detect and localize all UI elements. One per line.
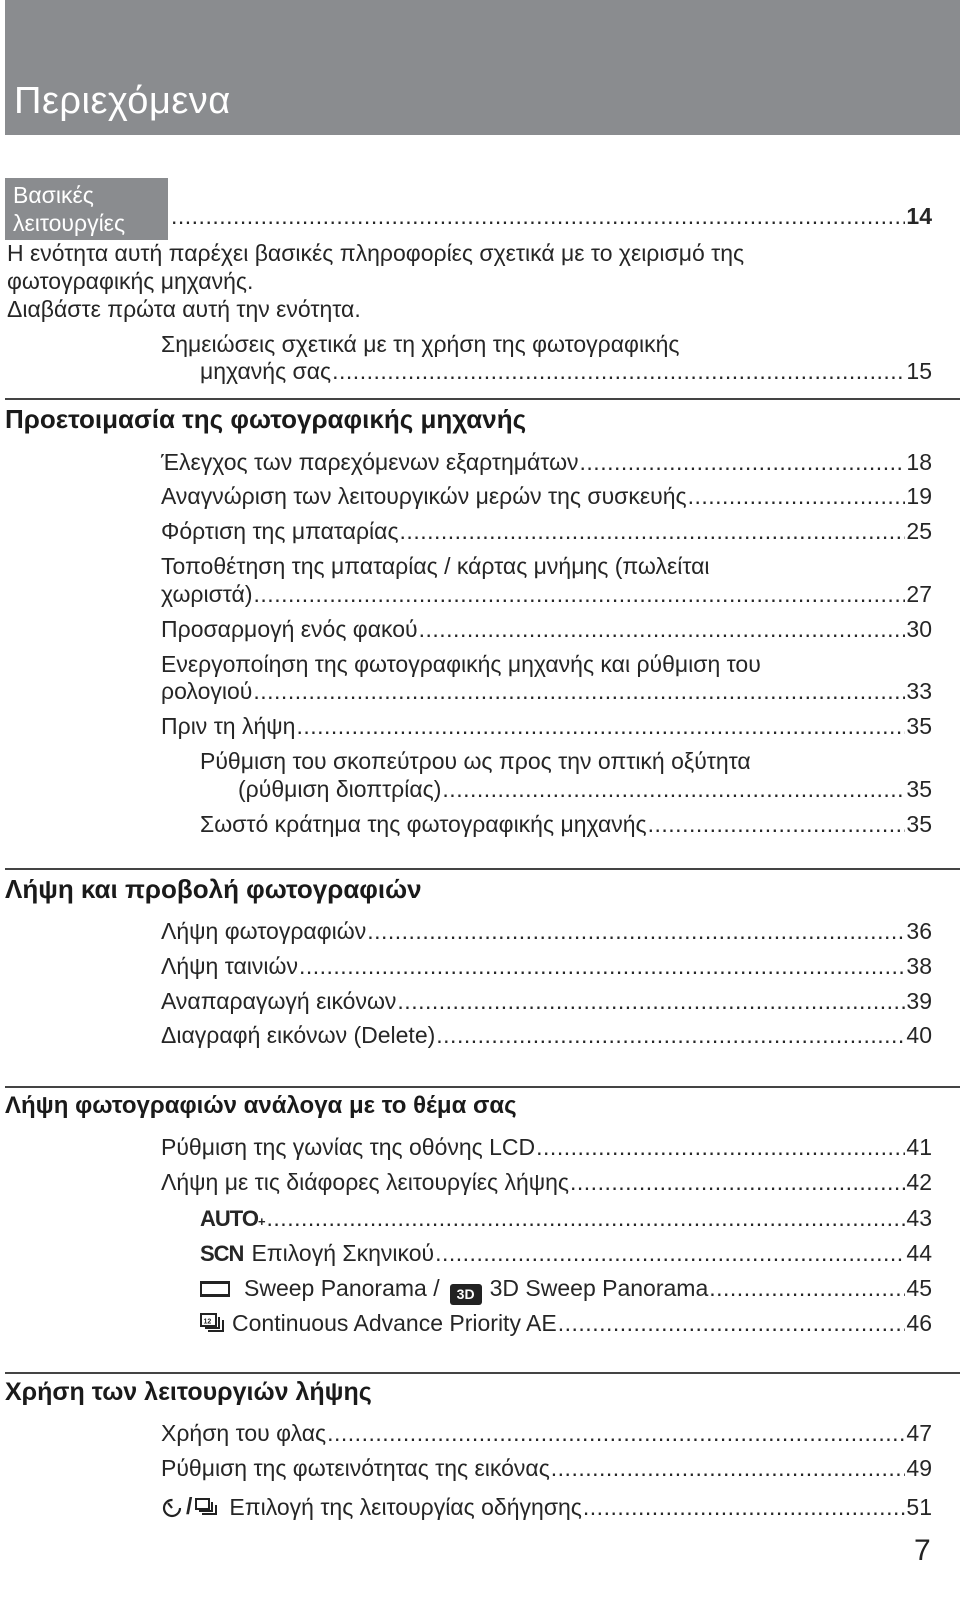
toc-entry-line1[interactable]: Ρύθμιση του σκοπεύτρου ως προς την οπτική οξύτητα — [200, 748, 751, 774]
entry-label: Σωστό κράτημα της φωτογραφικής μηχανής — [200, 811, 647, 837]
entry-label-2: 3D Sweep Panorama — [489, 1275, 709, 1301]
toc-entry[interactable] — [161, 1022, 932, 1049]
leader-dots — [397, 988, 905, 1015]
toc-entry[interactable] — [161, 449, 932, 476]
toc-entry-basics[interactable] — [170, 203, 932, 230]
sweep-panorama-icon — [200, 1281, 230, 1297]
page-ref: 44 — [906, 1240, 932, 1266]
page-ref: 18 — [906, 449, 932, 475]
self-timer-continuous-icon — [161, 1493, 217, 1520]
page-ref: 41 — [906, 1134, 932, 1160]
entry-label: (ρύθμιση διοπτρίας) — [238, 776, 442, 802]
section-rule — [5, 1086, 960, 1088]
toc-entry[interactable] — [161, 1134, 932, 1161]
entry-label: Λήψη φωτογραφιών — [161, 918, 367, 944]
auto-text: AUTO — [200, 1206, 258, 1231]
toc-entry-notes[interactable] — [200, 358, 932, 385]
page-ref: 39 — [906, 988, 932, 1014]
toc-entry-auto-plus[interactable] — [200, 1205, 932, 1232]
toc-entry-line1[interactable]: Ενεργοποίηση της φωτογραφικής μηχανής και ρύθμιση του — [161, 651, 761, 677]
toc-entry[interactable] — [200, 811, 932, 838]
auto-plus-icon — [200, 1206, 266, 1232]
toc-entry[interactable] — [161, 713, 932, 740]
page-ref: 35 — [906, 713, 932, 739]
leader-dots — [436, 1022, 905, 1049]
page-ref: 19 — [906, 483, 932, 509]
page-ref: 27 — [906, 581, 932, 607]
page-ref: 46 — [906, 1310, 932, 1336]
entry-label: Ρύθμιση της φωτεινότητας της εικόνας — [161, 1455, 550, 1481]
separator: / — [186, 1493, 193, 1519]
self-timer-icon — [161, 1496, 183, 1518]
basics-badge-line2: λειτουργίες — [13, 210, 126, 236]
page-number: 7 — [914, 1534, 931, 1567]
section-title-shooting-functions: Χρήση των λειτουργιών λήψης — [5, 1378, 372, 1406]
toc-entry[interactable] — [161, 918, 932, 945]
entry-label: Sweep Panorama / — [244, 1275, 440, 1301]
leader-dots — [253, 678, 905, 705]
page-ref: 49 — [906, 1455, 932, 1481]
page-ref: 40 — [906, 1022, 932, 1048]
page-ref: 14 — [906, 203, 932, 229]
leader-dots — [536, 1134, 905, 1161]
leader-dots — [267, 1205, 906, 1232]
page-ref: 35 — [906, 776, 932, 802]
entry-label: Λήψη με τις διάφορες λειτουργίες λήψης — [161, 1169, 570, 1195]
page-ref: 33 — [906, 678, 932, 704]
leader-dots — [254, 581, 906, 608]
section-rule — [5, 1372, 960, 1374]
section-title-subject-shooting: Λήψη φωτογραφιών ανάλογα με το θέμα σας — [5, 1092, 517, 1119]
basics-badge — [5, 178, 168, 240]
toc-entry[interactable] — [161, 988, 932, 1015]
page-ref: 43 — [906, 1205, 932, 1231]
leader-dots — [332, 358, 905, 385]
leader-dots — [583, 1494, 906, 1521]
leader-dots — [435, 1240, 905, 1267]
entry-label: Επιλογή Σκηνικού — [251, 1240, 435, 1266]
3d-icon: 3D — [450, 1284, 482, 1305]
leader-dots — [442, 776, 905, 803]
toc-entry[interactable] — [161, 581, 932, 608]
toc-entry-notes-line1[interactable]: Σημειώσεις σχετικά με τη χρήση της φωτογραφικής — [161, 331, 680, 357]
page-ref: 36 — [906, 918, 932, 944]
entry-label: Λήψη ταινιών — [161, 953, 298, 979]
svg-text:12: 12 — [203, 1318, 212, 1326]
entry-label: Ρύθμιση της γωνίας της οθόνης LCD — [161, 1134, 536, 1160]
leader-dots — [558, 1310, 906, 1337]
basics-description-line1: Η ενότητα αυτή παρέχει βασικές πληροφορίες σχετικά με το χειρισμό της — [7, 240, 745, 266]
entry-label: Επιλογή της λειτουργίας οδήγησης — [229, 1493, 582, 1520]
leader-dots — [327, 1420, 905, 1447]
page-title: Περιεχόμενα — [14, 80, 231, 122]
toc-entry[interactable] — [161, 616, 932, 643]
toc-entry[interactable] — [161, 1169, 932, 1196]
leader-dots — [688, 483, 906, 510]
leader-dots — [400, 518, 906, 545]
section-title-shooting-viewing: Λήψη και προβολή φωτογραφιών — [5, 874, 422, 904]
entry-label: ρολογιού — [161, 678, 253, 704]
section-rule — [5, 398, 960, 400]
toc-entry[interactable] — [161, 678, 932, 705]
entry-label: Έλεγχος των παρεχόμενων εξαρτημάτων — [161, 449, 579, 475]
leader-dots — [570, 1169, 905, 1196]
section-title-preparation: Προετοιμασία της φωτογραφικής μηχανής — [5, 404, 527, 434]
page-ref: 30 — [906, 616, 932, 642]
entry-label: Αναπαραγωγή εικόνων — [161, 988, 397, 1014]
continuous-shooting-icon — [195, 1497, 217, 1517]
leader-dots — [419, 616, 906, 643]
page-ref: 15 — [906, 358, 932, 384]
section-rule — [5, 868, 960, 870]
toc-entry[interactable] — [161, 518, 932, 545]
entry-label: Continuous Advance Priority AE — [232, 1310, 557, 1336]
entry-label: Πριν τη λήψη — [161, 713, 296, 739]
toc-entry-scene[interactable] — [200, 1240, 932, 1267]
entry-label: Φόρτιση της μπαταρίας — [161, 518, 399, 544]
toc-entry[interactable] — [161, 1420, 932, 1447]
leader-dots — [648, 811, 906, 838]
page-ref: 38 — [906, 953, 932, 979]
leader-dots — [367, 918, 905, 945]
page-ref: 51 — [906, 1493, 932, 1520]
continuous-advance-icon — [200, 1313, 224, 1333]
basics-description-line3: Διαβάστε πρώτα αυτή την ενότητα. — [7, 296, 361, 322]
basics-badge-line1: Βασικές — [13, 182, 94, 208]
basics-description-line2: φωτογραφικής μηχανής. — [7, 268, 254, 294]
entry-label: Προσαρμογή ενός φακού — [161, 616, 418, 642]
toc-entry-drive-mode[interactable] — [161, 1490, 932, 1521]
entry-label: Διαγραφή εικόνων (Delete) — [161, 1022, 436, 1048]
leader-dots — [299, 953, 905, 980]
toc-entry[interactable] — [161, 1455, 932, 1482]
toc-entry[interactable] — [161, 953, 932, 980]
page-ref: 45 — [906, 1275, 932, 1301]
toc-entry-sweep-panorama[interactable] — [200, 1275, 932, 1302]
page-ref: 42 — [906, 1169, 932, 1195]
entry-label: μηχανής σας — [200, 358, 332, 384]
leader-dots — [171, 203, 905, 230]
toc-entry[interactable] — [238, 776, 932, 803]
leader-dots — [580, 449, 906, 476]
toc-entry[interactable] — [161, 483, 932, 510]
leader-dots — [296, 713, 905, 740]
toc-entry-line1[interactable]: Τοποθέτηση της μπαταρίας / κάρτας μνήμης (πωλείται — [161, 553, 710, 579]
scn-icon: SCN — [200, 1241, 244, 1266]
page-ref: 25 — [906, 518, 932, 544]
leader-dots — [709, 1275, 905, 1302]
leader-dots — [551, 1455, 906, 1482]
entry-label: Αναγνώριση των λειτουργικών μερών της συσκευής — [161, 483, 687, 509]
page-ref: 35 — [906, 811, 932, 837]
toc-entry-continuous-advance[interactable] — [200, 1310, 932, 1337]
auto-plus-sup: + — [257, 1214, 266, 1229]
entry-label: χωριστά) — [161, 581, 253, 607]
page-ref: 47 — [906, 1420, 932, 1446]
entry-label: Χρήση του φλας — [161, 1420, 327, 1446]
